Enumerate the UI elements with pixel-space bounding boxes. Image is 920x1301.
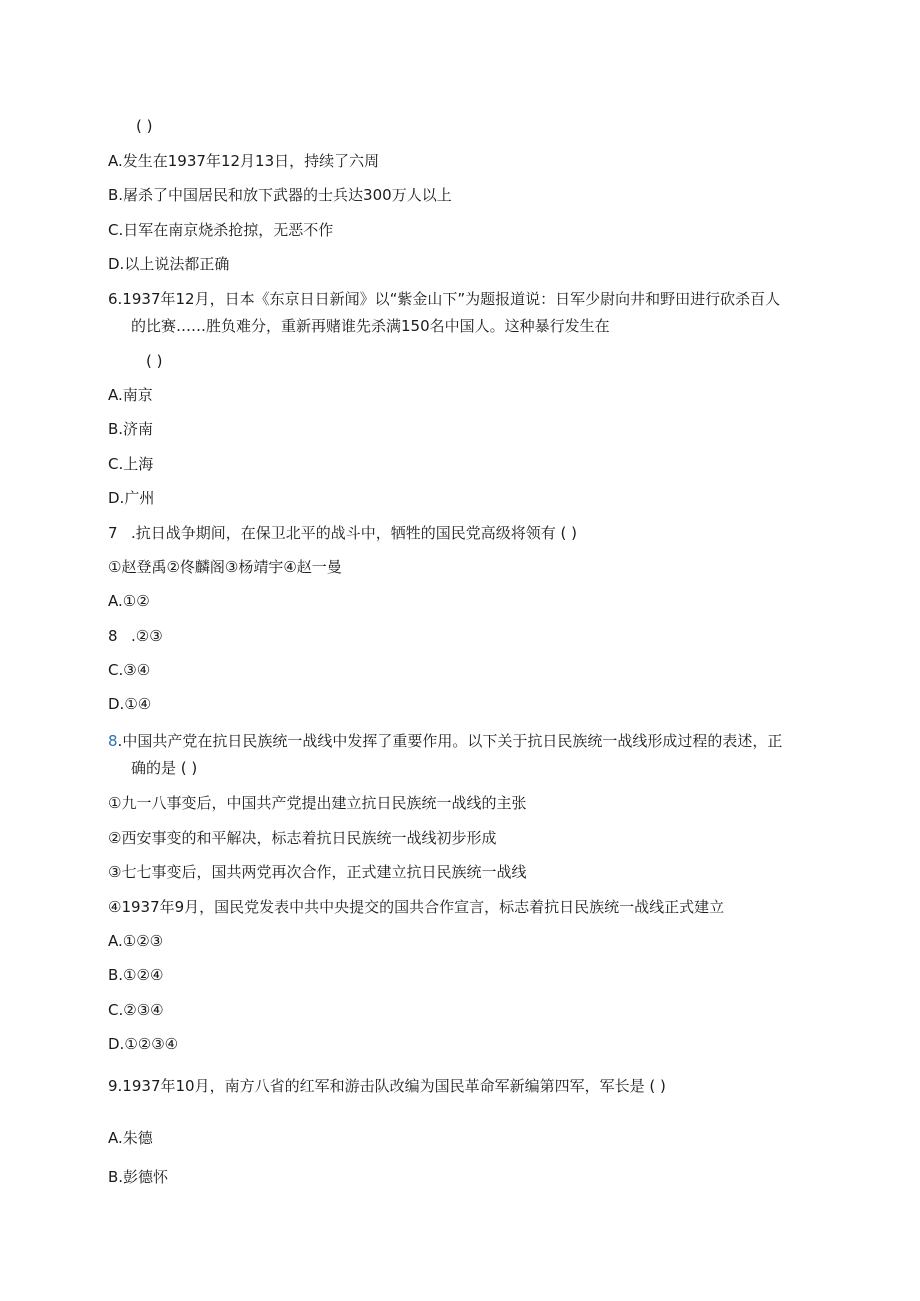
q7-option-c: C.③④	[108, 661, 151, 679]
q7-option-a: A.①②	[108, 592, 150, 610]
q6-option-c: C.上海	[108, 455, 154, 473]
q8-item-2: ②西安事变的和平解决，标志着抗日民族统一战线初步形成	[108, 829, 497, 847]
q7-option-b-number: 8	[108, 627, 118, 645]
q8-item-4: ④1937年9月，国民党发表中共中央提交的国共合作宣言，标志着抗日民族统一战线正式建立	[108, 898, 725, 916]
q5-option-c: C.日军在南京烧杀抢掠，无恶不作	[108, 221, 334, 239]
q8-option-d: D.①②③④	[108, 1035, 179, 1053]
q5-answer-paren: ( )	[136, 117, 153, 135]
q9-option-b: B.彭德怀	[108, 1168, 169, 1186]
q8-item-3: ③七七事变后，国共两党再次合作，正式建立抗日民族统一战线	[108, 863, 527, 881]
q6-option-d: D.广州	[108, 489, 155, 507]
q6-answer-paren: ( )	[146, 352, 163, 370]
q6-option-b: B.济南	[108, 420, 154, 438]
q7-stem-number: 7	[108, 524, 118, 542]
q8-option-c: C.②③④	[108, 1001, 164, 1019]
q7-option-b-text: .②③	[131, 627, 163, 645]
q5-option-b: B.屠杀了中国居民和放下武器的士兵达300万人以上	[108, 186, 452, 204]
q8-stem-text: .中国共产党在抗日民族统一战线中发挥了重要作用。以下关于抗日民族统一战线形成过程的表述，正	[117, 732, 783, 750]
q8-option-b: B.①②④	[108, 966, 164, 984]
q9-option-a: A.朱德	[108, 1129, 153, 1147]
q8-number: 8	[108, 732, 118, 750]
q6-stem-line1: 6.1937年12月，日本《东京日日新闻》以“紫金山下”为题报道说：日军少尉向井和野田进行砍杀百人	[108, 290, 781, 308]
q6-stem-line2: 的比赛……胜负难分，重新再赌谁先杀满150名中国人。这种暴行发生在	[131, 317, 610, 335]
q8-item-1: ①九一八事变后，中国共产党提出建立抗日民族统一战线的主张	[108, 794, 527, 812]
q5-option-d: D.以上说法都正确	[108, 255, 230, 273]
q5-option-a: A.发生在1937年12月13日，持续了六周	[108, 152, 380, 170]
q7-items: ①赵登禹②佟麟阁③杨靖宇④赵一曼	[108, 558, 342, 576]
q7-option-d: D.①④	[108, 695, 152, 713]
q6-option-a: A.南京	[108, 386, 153, 404]
q8-option-a: A.①②③	[108, 932, 164, 950]
q8-stem-line1	[108, 731, 782, 751]
q9-stem: 9.1937年10月，南方八省的红军和游击队改编为国民革命军新编第四军，军长是 ( )	[108, 1077, 666, 1095]
q7-stem-text: .抗日战争期间，在保卫北平的战斗中，牺牲的国民党高级将领有 ( )	[131, 524, 578, 542]
q8-stem-line2: 确的是 ( )	[131, 759, 198, 777]
